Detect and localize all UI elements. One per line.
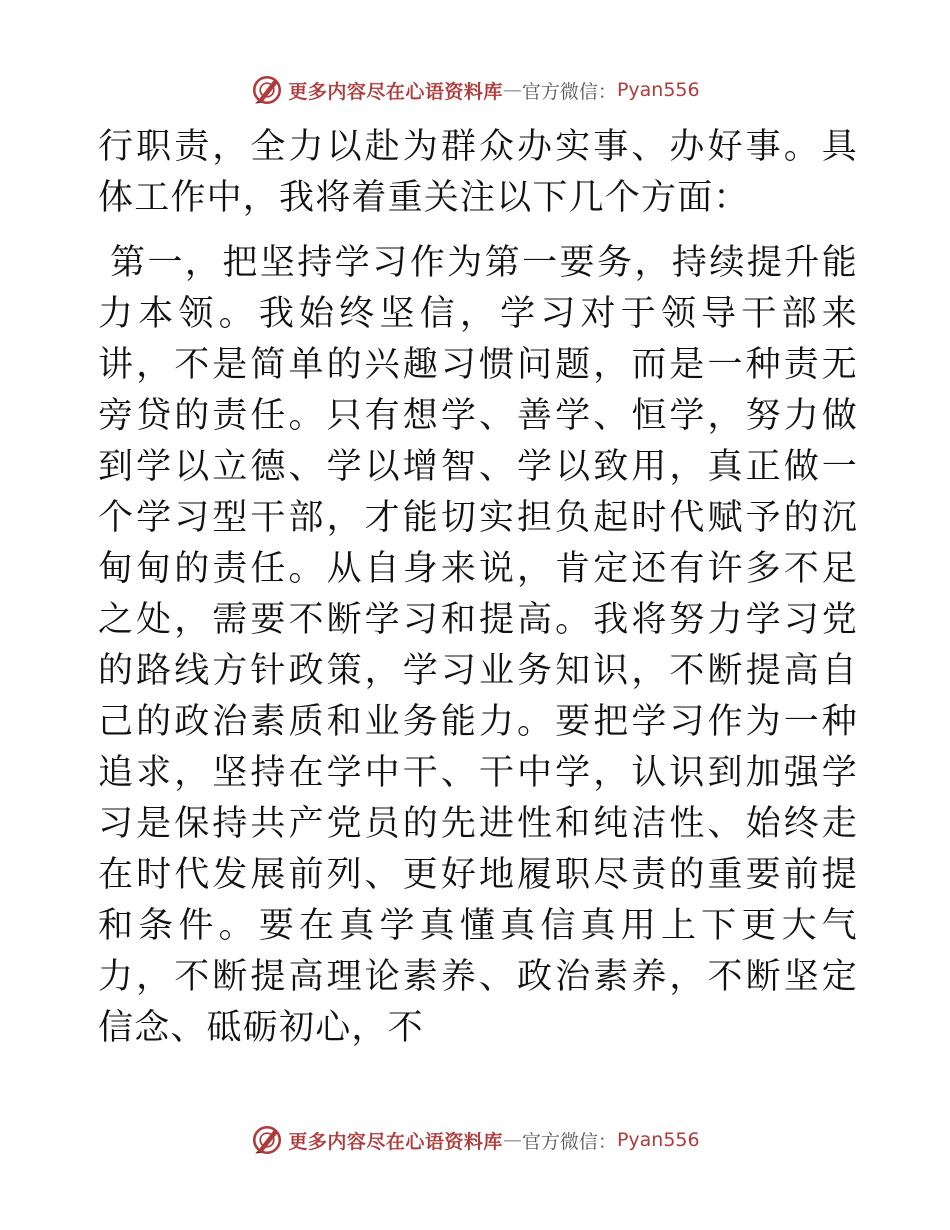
banner-wechat-id: Pyan556	[616, 79, 700, 101]
paragraph-first-point: 第一，把坚持学习作为第一要务，持续提升能力本领。我始终坚信，学习对于领导干部来讲，不是简单的兴趣习惯问题，而是一种责无旁贷的责任。只有想学、善学、恒学，努力做到学以立德、学以增智、学以致用，真正做一个学习型干部，才能切实担负起时代赋予的沉甸甸的责任。从自身来说，肯定还有许多不足之处，需要不断学习和提高。我将努力学习党的路线方针政策，学习业务知识，不断提高自己的政治素质和业务能力。要把学习作为一种追求，坚持在学中干、干中学，认识到加强学习是保持共产党员的先进性和纯洁性、始终走在时代发展前列、更好地履职尽责的重要前提和条件。要在真学真懂真信真用上下更大气力，不断提高理论素养、政治素养，不断坚定信念、砥砺初心，不	[98, 243, 858, 1048]
banner-brand-text: 更多内容尽在心语资料库	[288, 80, 503, 103]
banner-brand-text: 更多内容尽在心语资料库	[288, 1130, 503, 1153]
banner-wechat-label: 官方微信：	[521, 80, 617, 103]
pen-logo-icon	[250, 73, 284, 107]
header-banner	[0, 70, 950, 110]
banner-separator: —	[502, 79, 522, 101]
banner-wechat-label: 官方微信：	[521, 1130, 617, 1153]
banner-separator: —	[502, 1129, 522, 1151]
banner-wechat-id: Pyan556	[616, 1129, 700, 1151]
paragraph-continuation: 行职责，全力以赴为群众办实事、办好事。具体工作中，我将着重关注以下几个方面：	[98, 127, 858, 218]
document-body	[98, 122, 858, 1054]
pen-logo-icon	[250, 1123, 284, 1157]
footer-banner	[0, 1120, 950, 1160]
